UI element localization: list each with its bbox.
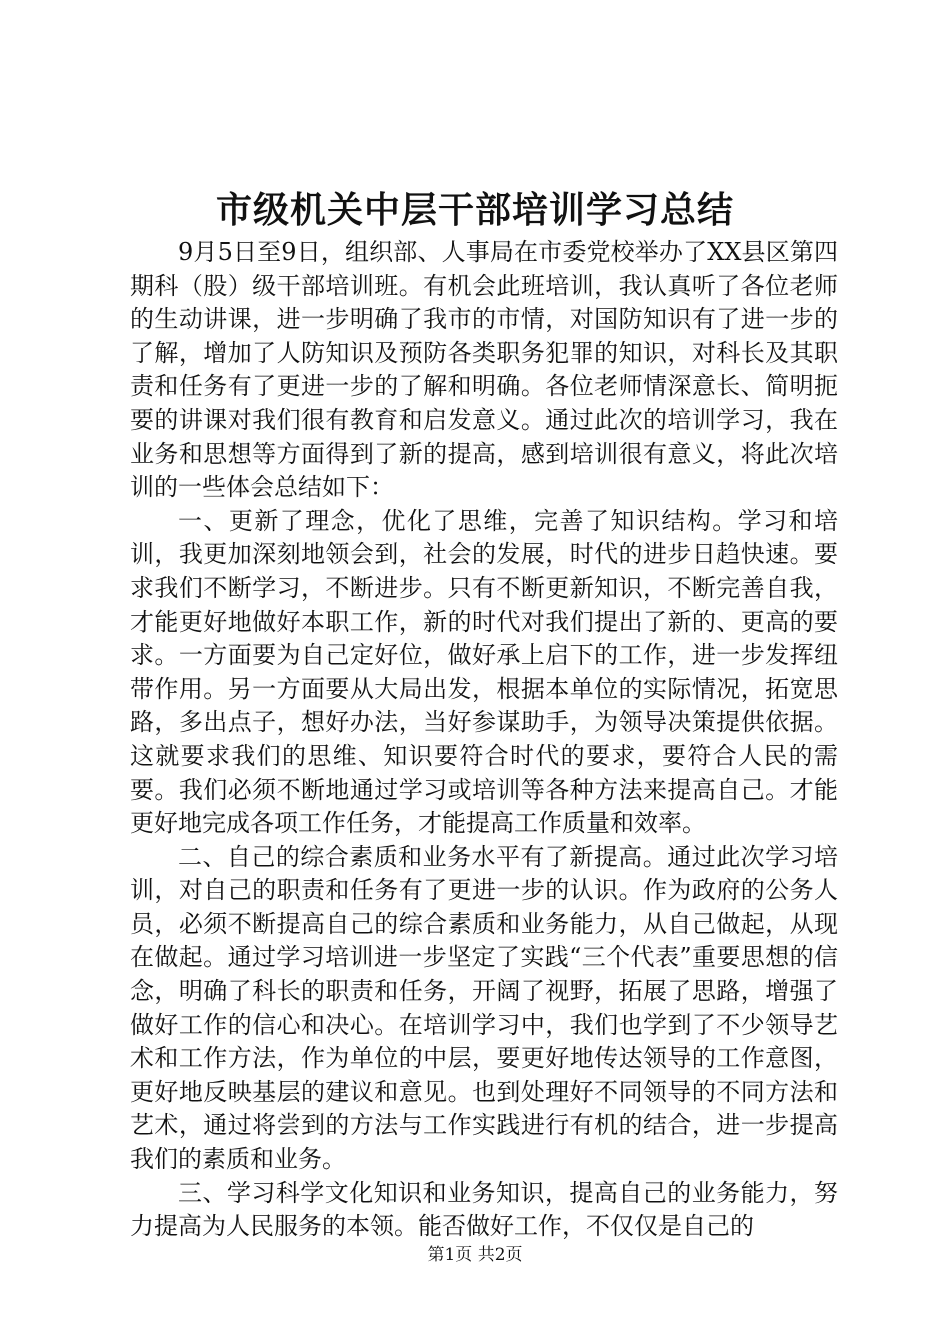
paragraph-section-3: 三、学习科学文化知识和业务知识，提高自己的业务能力，努力提高为人民服务的本领。能否做好工作，不仅仅是自己的 <box>130 1178 838 1241</box>
paragraph-intro: 9月5日至9日，组织部、人事局在市委党校举办了XX县区第四期科（股）级干部培训班。有机会此班培训，我认真听了各位老师的生动讲课，进一步明确了我市的市情，对国防知识有了进一步的了解，增加了人防知识及预防各类职务犯罪的知识，对科长及其职责和任务有了更进一步的了解和明确。各位老师情深意长、简明扼要的讲课对我们很有教育和启发意义。通过此次的培训学习，我在业务和思想等方面得到了新的提高，感到培训很有意义，将此次培训的一些体会总结如下： <box>130 238 838 502</box>
page-number-footer: 第1页 共2页 <box>427 1245 523 1265</box>
document-body <box>130 236 838 1244</box>
paragraph-section-1: 一、更新了理念，优化了思维，完善了知识结构。学习和培训，我更加深刻地领会到，社会的发展，时代的进步日趋快速。要求我们不断学习，不断进步。只有不断更新知识，不断完善自我，才能更好地做好本职工作，新的时代对我们提出了新的、更高的要求。一方面要为自己定好位，做好承上启下的工作，进一步发挥纽带作用。另一方面要从大局出发，根据本单位的实际情况，拓宽思路，多出点子，想好办法，当好参谋助手，为领导决策提供依据。这就要求我们的思维、知识要符合时代的要求，要符合人民的需要。我们必须不断地通过学习或培训等各种方法来提高自己。才能更好地完成各项工作任务，才能提高工作质量和效率。 <box>130 506 838 838</box>
document-title: 市级机关中层干部培训学习总结 <box>215 189 734 231</box>
paragraph-section-2: 二、自己的综合素质和业务水平有了新提高。通过此次学习培训，对自己的职责和任务有了更进一步的认识。作为政府的公务人员，必须不断提高自己的综合素质和业务能力，从自己做起，从现在做起。通过学习培训进一步坚定了实践“三个代表”重要思想的信念，明确了科长的职责和任务，开阔了视野，拓展了思路，增强了做好工作的信心和决心。在培训学习中，我们也学到了不少领导艺术和工作方法，作为单位的中层，要更好地传达领导的工作意图，更好地反映基层的建议和意见。也到处理好不同领导的不同方法和艺术，通过将尝到的方法与工作实践进行有机的结合，进一步提高我们的素质和业务。 <box>130 842 838 1174</box>
